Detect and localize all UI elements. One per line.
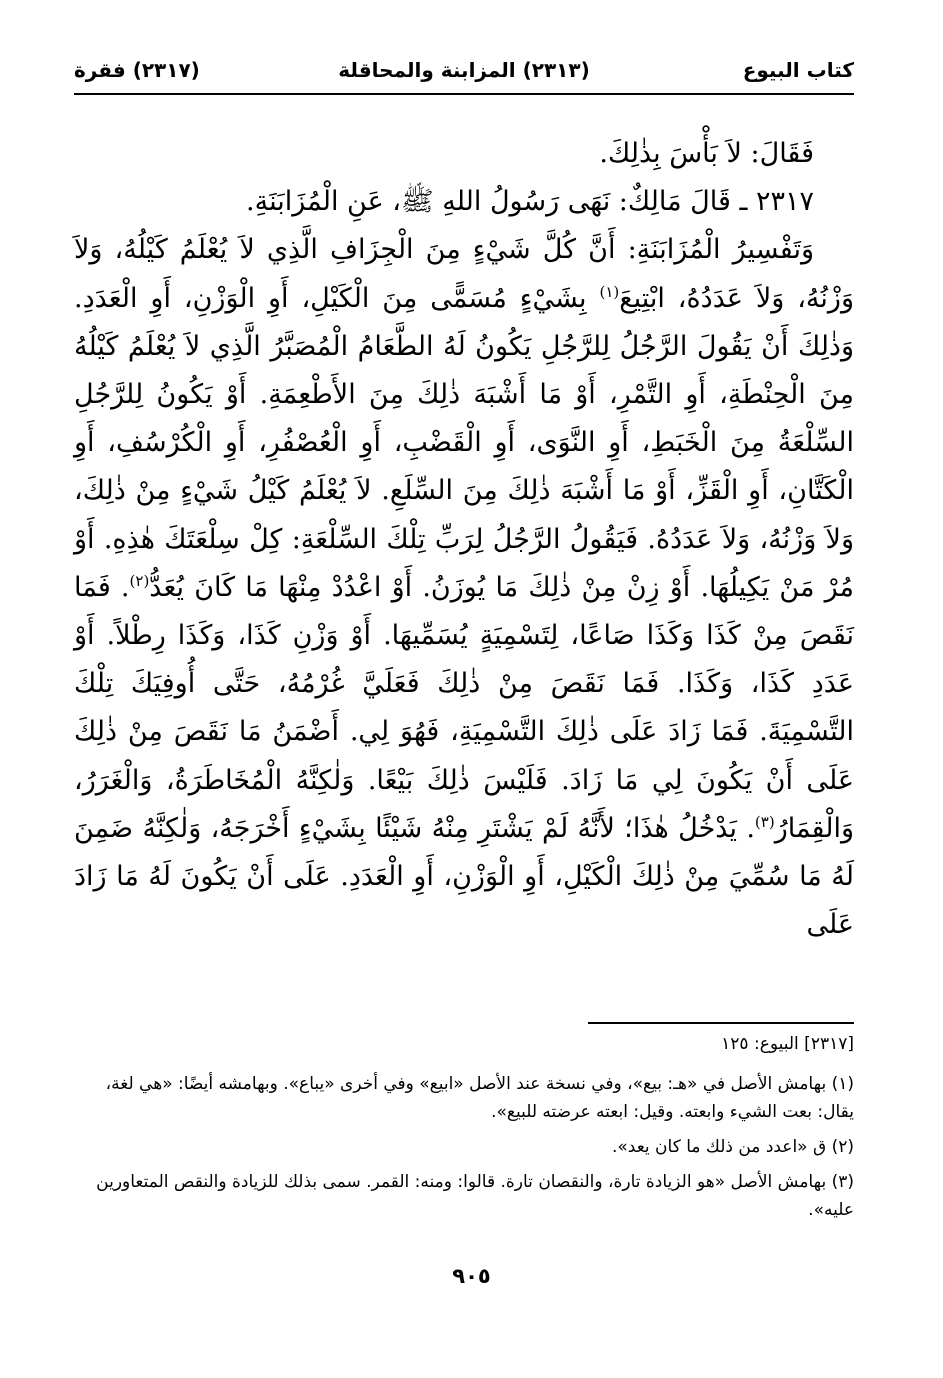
- footnote-ref-3: (٣): [754, 812, 775, 831]
- paragraph-3-part-d: . يَدْخُلُ هٰذَا؛ لأَنَّهُ لَمْ يَشْتَرِ مِنْهُ شَيْئًا بِشَيْءٍ أَخْرَجَهُ، وَلٰكِنَّهُ ضَمِنَ لَهُ مَا سُمِّيَ مِنْ ذٰلِكَ الْكَيْلِ، أَوِ الْوَزْنِ، أَوِ الْعَدَدِ. عَلَى أَنْ يَكُونَ لَهُ مَا زَادَ عَلَى: [74, 812, 854, 941]
- footnote-1: (١) بهامش الأصل في «هـ: بيع»، وفي نسخة عند الأصل «ابيع» وفي أخرى «يباع». وبهامشه أيضًا: «هي لغة، يقال: بعت الشيء وابعته. وقيل: ابعته عرضته للبيع».: [105, 1074, 854, 1122]
- running-header: [74, 52, 854, 92]
- header-paragraph-number: (٢٣١٧) فقرة: [74, 58, 200, 82]
- footnote-ref-2: (٢): [129, 571, 150, 590]
- paragraph-3-part-b: بِشَيْءٍ مُسَمًّى مِنَ الْكَيْلِ، أَوِ الْوَزْنِ، أَوِ الْعَدَدِ. وَذٰلِكَ أَنْ يَقُولَ الرَّجُلُ لِلرَّجُلِ يَكُونُ لَهُ الطَّعَامُ الْمُصَبَّرُ الَّذِي لاَ يُعْلَمُ كَيْلُهُ مِنَ الْحِنْطَةِ، أَوِ التَّمْرِ، أَوْ مَا أَشْبَهَ ذٰلِكَ مِنَ الأَطْعِمَةِ. أَوْ يَكُونُ لِلرَّجُلِ السِّلْعَةُ مِنَ الْخَبَطِ، أَوِ النَّوَى، أَوِ الْقَضْبِ، أَوِ الْعُصْفُرِ، أَوِ الْكُرْسُفِ، أَوِ الْكَتَّانِ، أَوِ الْقَزِّ، أَوْ مَا أَشْبَهَ ذٰلِكَ مِنَ السِّلَعِ. لاَ يُعْلَمُ كَيْلُ شَيْءٍ مِنْ ذٰلِكَ، وَلاَ وَزْنُهُ، وَلاَ عَدَدُهُ. فَيَقُولُ الرَّجُلُ لِرَبِّ تِلْكَ السِّلْعَةِ: كِلْ سِلْعَتَكَ هٰذِهِ. أَوْ مُرْ مَنْ يَكِيلُهَا. أَوْ زِنْ مِنْ ذٰلِكَ مَا يُوزَنُ. أَوْ اعْدُدْ مِنْهَا مَا كَانَ يُعَدُّ: [74, 282, 854, 603]
- page-number: ٩٠٥: [452, 1264, 491, 1288]
- footnote-ref-1: (١): [599, 282, 620, 301]
- footnote-source-reference: [٢٣١٧] البيوع: ١٢٥: [721, 1034, 854, 1054]
- footnotes: [80, 1030, 854, 1231]
- paragraph-2317-heading: ٢٣١٧ ـ قَالَ مَالِكٌ: نَهَى رَسُولُ اللهِ ﷺ، عَنِ الْمُزَابَنَةِ.: [246, 186, 814, 218]
- paragraph-3-part-c: . فَمَا نَقَصَ مِنْ كَذَا وَكَذَا صَاعًا، لِتَسْمِيَةٍ يُسَمِّيهَا. أَوْ وَزْنِ كَذَا، وَكَذَا رِطْلاً. أَوْ عَدَدِ كَذَا، وَكَذَا. فَمَا نَقَصَ مِنْ ذٰلِكَ فَعَلَيَّ غُرْمُهُ، حَتَّى أُوفِيَكَ تِلْكَ التَّسْمِيَةَ. فَمَا زَادَ عَلَى ذٰلِكَ التَّسْمِيَةِ، فَهُوَ لِي. أَضْمَنُ مَا نَقَصَ مِنْ ذٰلِكَ عَلَى أَنْ يَكُونَ لِي مَا زَادَ. فَلَيْسَ ذٰلِكَ بَيْعًا. وَلٰكِنَّهُ الْمُخَاطَرَةُ، وَالْغَرَرُ، وَالْقِمَارُ: [74, 571, 854, 844]
- main-text: [74, 130, 854, 949]
- paragraph-3: [74, 226, 854, 949]
- header-chapter-title: (٢٣١٣) المزابنة والمحاقلة: [338, 58, 590, 82]
- footnote-2: (٢) ق «اعدد من ذلك ما كان يعد».: [611, 1137, 854, 1157]
- footnote-3: (٣) بهامش الأصل «هو الزيادة تارة، والنقصان تارة. قالوا: ومنه: القمر. سمى بذلك للزيادة والنقص المتعاورين عليه».: [96, 1172, 854, 1220]
- paragraph-1: فَقَالَ: لاَ بَأْسَ بِذٰلِكَ.: [599, 138, 814, 169]
- paragraph-3-part-a: وَتَفْسِيرُ الْمُزَابَنَةِ: أَنَّ كُلَّ شَيْءٍ مِنَ الْجِزَافِ الَّذِي لاَ يُعْلَمُ كَيْلُهُ، وَلاَ وَزْنُهُ، وَلاَ عَدَدُهُ، ابْتِيعَ: [74, 234, 854, 314]
- header-book-title: كتاب البيوع: [742, 58, 854, 82]
- header-divider: [74, 93, 854, 95]
- footnote-divider: [588, 1022, 854, 1024]
